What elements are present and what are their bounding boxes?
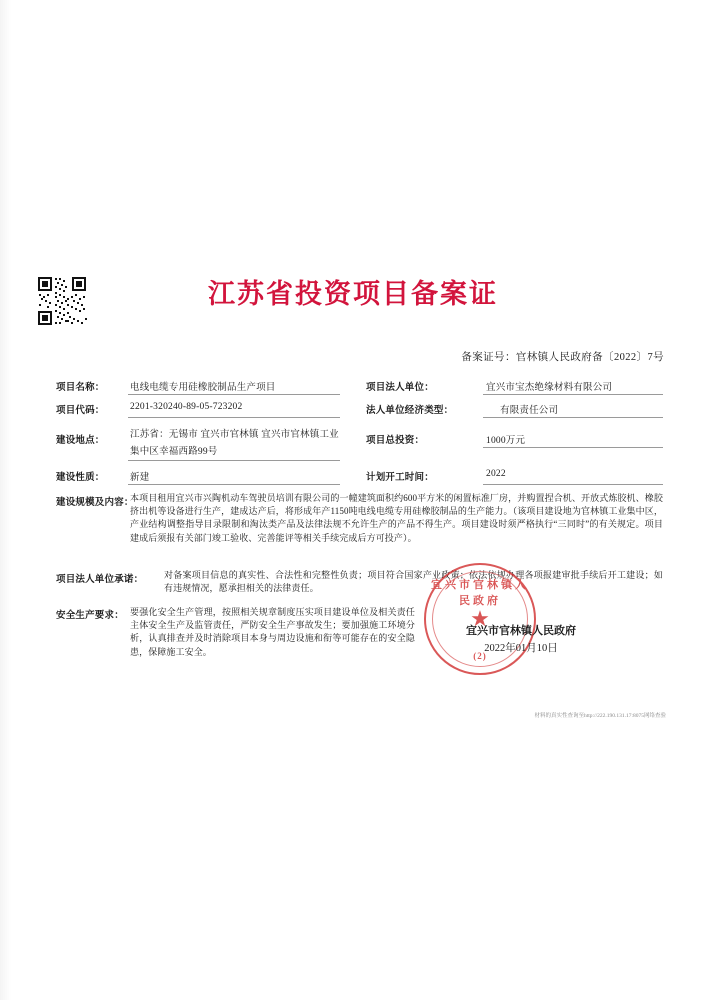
label-project-code: 项目代码： (56, 406, 105, 416)
rule-total-investment (483, 447, 663, 448)
rule-construction-nature (128, 484, 340, 485)
label-scale-and-content: 建设规模及内容： (56, 498, 134, 508)
label-legal-entity: 项目法人单位： (366, 383, 434, 393)
record-number-value: 官林镇人民政府备〔2022〕7号 (515, 352, 664, 363)
verify-note: 材料的真实性查询至http://222.190.131.17:8075网络查验 (534, 713, 666, 719)
value-legal-entity: 宜兴市宝杰绝缘材料有限公司 (486, 383, 613, 393)
rule-construction-site (128, 460, 340, 461)
rule-project-code (128, 417, 340, 418)
certificate-sheet (26, 263, 680, 733)
record-number (461, 349, 664, 364)
page-edge-artifact (0, 0, 11, 1000)
label-project-name: 项目名称： (56, 383, 105, 393)
value-total-investment: 1000万元 (486, 436, 526, 446)
rule-legal-entity (483, 394, 663, 395)
official-red-seal (424, 563, 536, 675)
label-entity-commitment: 项目法人单位承诺： (56, 575, 144, 585)
authority-name: 宜兴市官林镇人民政府 (466, 625, 576, 637)
value-project-code: 2201-320240-89-05-723202 (130, 402, 243, 412)
label-construction-nature: 建设性质： (56, 473, 105, 483)
value-construction-nature: 新建 (130, 473, 150, 483)
value-entity-economic-type: 有限责任公司 (500, 406, 559, 416)
label-safety-requirements: 安全生产要求： (56, 611, 124, 621)
label-entity-economic-type: 法人单位经济类型： (366, 406, 454, 416)
rule-project-name (128, 394, 340, 395)
value-project-name: 电线电缆专用硅橡胶制品生产项目 (130, 383, 276, 393)
issue-date: 2022年01月10日 (484, 643, 558, 654)
seal-star-icon: ★ (470, 606, 490, 631)
value-scale-and-content: 本项目租用宜兴市兴陶机动车驾驶员培训有限公司的一幢建筑面积约600平方米的闲置标准厂房，并购置捏合机、开放式炼胶机、橡胶挤出机等设备进行生产，建成达产后，将形成年产1150吨电线电缆专用硅橡胶制品的生产能力。（该项目建设地为官林镇工业集中区，产业结构调整指导目录限制和淘汰类产品及法律法规不允许生产的产品不得生产。项目建设时须严格执行“三同时”的有关规定。项目建成后须报有关部门竣工验收、完善能评等相关手续完成后方可投产）。 (130, 493, 663, 543)
rule-entity-economic-type (483, 417, 663, 418)
issuing-authority (466, 623, 576, 657)
seal-arc-top: 宜兴市官林镇人民政府 (431, 579, 529, 607)
label-construction-site: 建设地点： (56, 436, 105, 446)
seal-arc-bottom: (2) (473, 651, 487, 661)
label-planned-start: 计划开工时间： (366, 473, 434, 483)
rule-planned-start (483, 484, 663, 485)
label-total-investment: 项目总投资： (366, 436, 425, 446)
value-construction-site: 江苏省：无锡市 宜兴市官林镇 宜兴市官林镇工业集中区幸福西路99号 (130, 430, 339, 457)
value-safety-requirements: 要强化安全生产管理，按照相关规章制度压实项目建设单位及相关责任主体安全生产及监管责任，严防安全生产事故发生；要加强施工环境分析，认真排查并及时消除项目本身与周边设施和衔等可能存在的安全隐患，保障施工安全。 (130, 607, 415, 657)
value-entity-commitment: 对备案项目信息的真实性、合法性和完整性负责；项目符合国家产业政策；依法依规办理各项报建审批手续后开工建设；如有违规情况，愿承担相关的法律责任。 (164, 570, 663, 594)
value-planned-start: 2022 (486, 469, 506, 479)
record-number-label: 备案证号： (461, 352, 516, 363)
document-title: 江苏省投资项目备案证 (208, 279, 498, 310)
